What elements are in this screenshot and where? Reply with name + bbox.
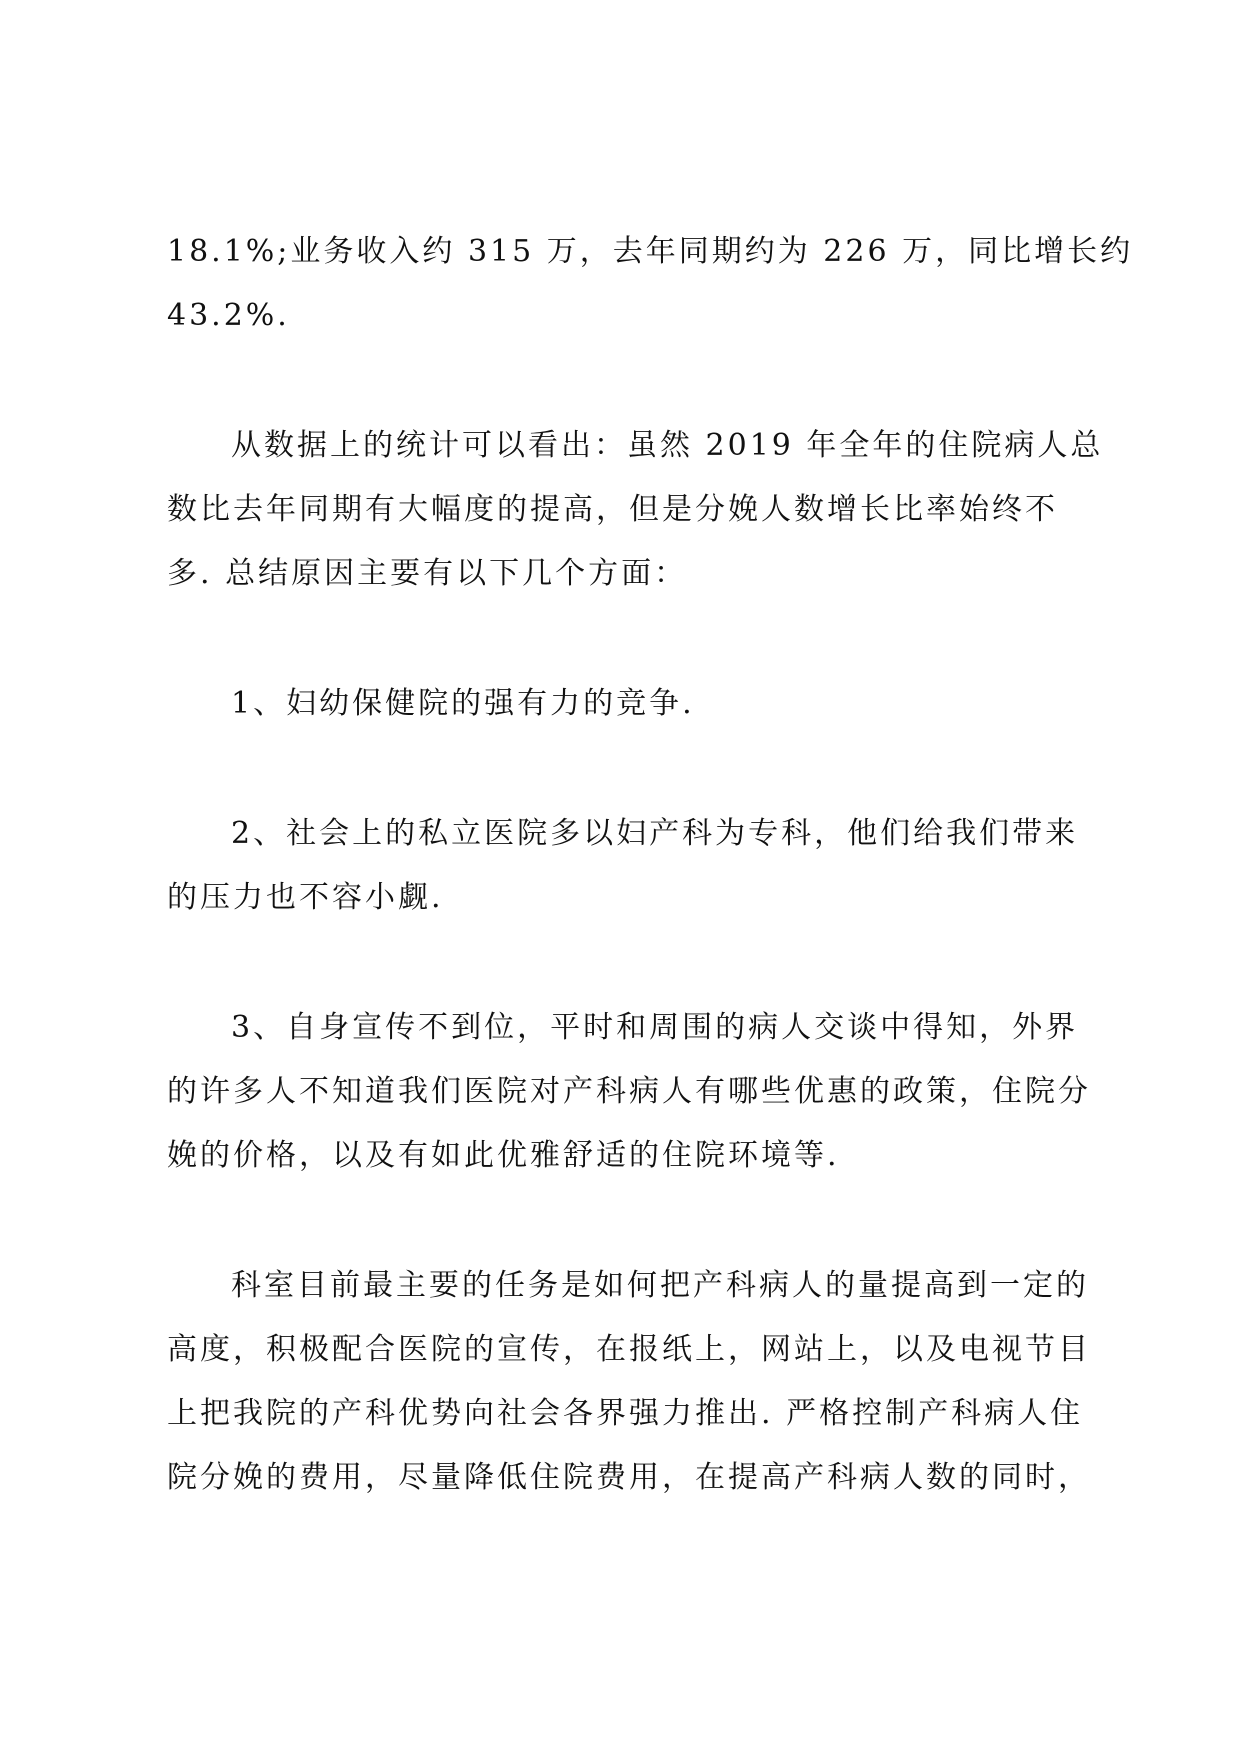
paragraph-line: 43.2%. — [167, 298, 290, 333]
list-item-reason-3 — [167, 996, 1097, 1188]
paragraph-line: 的压力也不容小觑. — [167, 880, 444, 915]
paragraph-line: 18.1%;业务收入约 315 万，去年同期约为 226 万，同比增长约 — [167, 234, 1134, 269]
paragraph-line: 3、自身宣传不到位，平时和周围的病人交谈中得知，外界 — [231, 1010, 1079, 1045]
paragraph-line: 上把我院的产科优势向社会各界强力推出. 严格控制产科病人住 — [167, 1396, 1084, 1431]
paragraph-revenue-summary — [167, 220, 1134, 348]
paragraph-line: 2、社会上的私立医院多以妇产科为专科，他们给我们带来 — [231, 816, 1079, 851]
paragraph-line: 数比去年同期有大幅度的提高，但是分娩人数增长比率始终不 — [167, 492, 1058, 527]
paragraph-line: 高度，积极配合医院的宣传，在报纸上，网站上，以及电视节目 — [167, 1332, 1091, 1367]
list-item-reason-1 — [167, 672, 1097, 736]
paragraph-line: 1、妇幼保健院的强有力的竞争. — [231, 686, 695, 721]
paragraph-line: 从数据上的统计可以看出：虽然 2019 年全年的住院病人总 — [231, 428, 1104, 463]
list-item-reason-2 — [167, 802, 1097, 930]
paragraph-department-tasks — [167, 1254, 1097, 1510]
document-body — [167, 220, 1134, 1576]
paragraph-statistics-analysis — [167, 414, 1104, 606]
paragraph-line: 科室目前最主要的任务是如何把产科病人的量提高到一定的 — [231, 1268, 1089, 1303]
paragraph-line: 娩的价格，以及有如此优雅舒适的住院环境等. — [167, 1138, 840, 1173]
paragraph-line: 多. 总结原因主要有以下几个方面： — [167, 556, 688, 591]
paragraph-line: 院分娩的费用，尽量降低住院费用，在提高产科病人数的同时， — [167, 1460, 1091, 1495]
paragraph-line: 的许多人不知道我们医院对产科病人有哪些优惠的政策，住院分 — [167, 1074, 1091, 1109]
